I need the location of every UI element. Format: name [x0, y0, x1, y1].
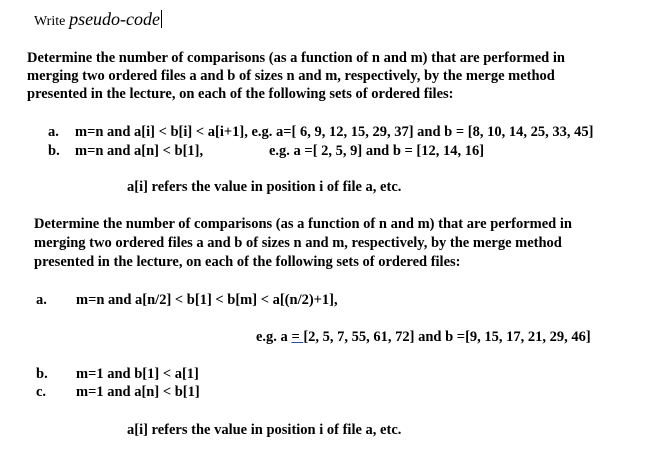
s2-para-line-2: merging two ordered files a and b of sizes n and m, respectively, by the merge method	[34, 235, 562, 251]
s1-para-line-3: presented in the lecture, on each of the following sets of ordered files:	[27, 86, 454, 102]
s1-item-b-label: b.	[48, 143, 60, 159]
s2-para-line-1: Determine the number of comparisons (as a function of n and m) that are performed in	[34, 216, 572, 232]
s1-item-a-label: a.	[48, 124, 59, 140]
s2-example-eq: =	[291, 329, 304, 345]
s2-item-b-label: b.	[36, 366, 48, 382]
text-cursor	[161, 10, 162, 28]
title	[34, 9, 162, 30]
s2-item-c-label: c.	[36, 384, 47, 400]
s2-note: a[i] refers the value in position i of file a, etc.	[127, 422, 402, 438]
s1-item-a-text: m=n and a[i] < b[i] < a[i+1], e.g. a=[ 6, 9, 12, 15, 29, 37] and b = [8, 10, 14, 25, 33, 45]	[75, 124, 594, 140]
title-prefix: Write	[34, 14, 66, 29]
s2-example-prefix: e.g. a	[256, 329, 292, 345]
s2-item-c-text: m=1 and a[n] < b[1]	[76, 384, 200, 400]
s2-item-a-example	[256, 329, 591, 346]
s1-item-b-text: m=n and a[n] < b[1],	[75, 143, 204, 159]
title-italic: pseudo-code	[69, 9, 161, 29]
s2-example-rest: [2, 5, 7, 55, 61, 72] and b =[9, 15, 17, 21, 29, 46]	[303, 329, 591, 345]
s2-item-b-text: m=1 and b[1] < a[1]	[76, 366, 199, 382]
s2-para-line-3: presented in the lecture, on each of the following sets of ordered files:	[34, 254, 461, 270]
s2-item-a-label: a.	[36, 292, 47, 308]
s1-para-line-1: Determine the number of comparisons (as a function of n and m) that are performed in	[27, 50, 565, 66]
s1-para-line-2: merging two ordered files a and b of sizes n and m, respectively, by the merge method	[27, 68, 555, 84]
s1-note: a[i] refers the value in position i of file a, etc.	[127, 179, 402, 195]
s2-item-a-text: m=n and a[n/2] < b[1] < b[m] < a[(n/2)+1],	[76, 292, 338, 308]
s1-item-b-example: e.g. a =[ 2, 5, 9] and b = [12, 14, 16]	[269, 143, 485, 159]
